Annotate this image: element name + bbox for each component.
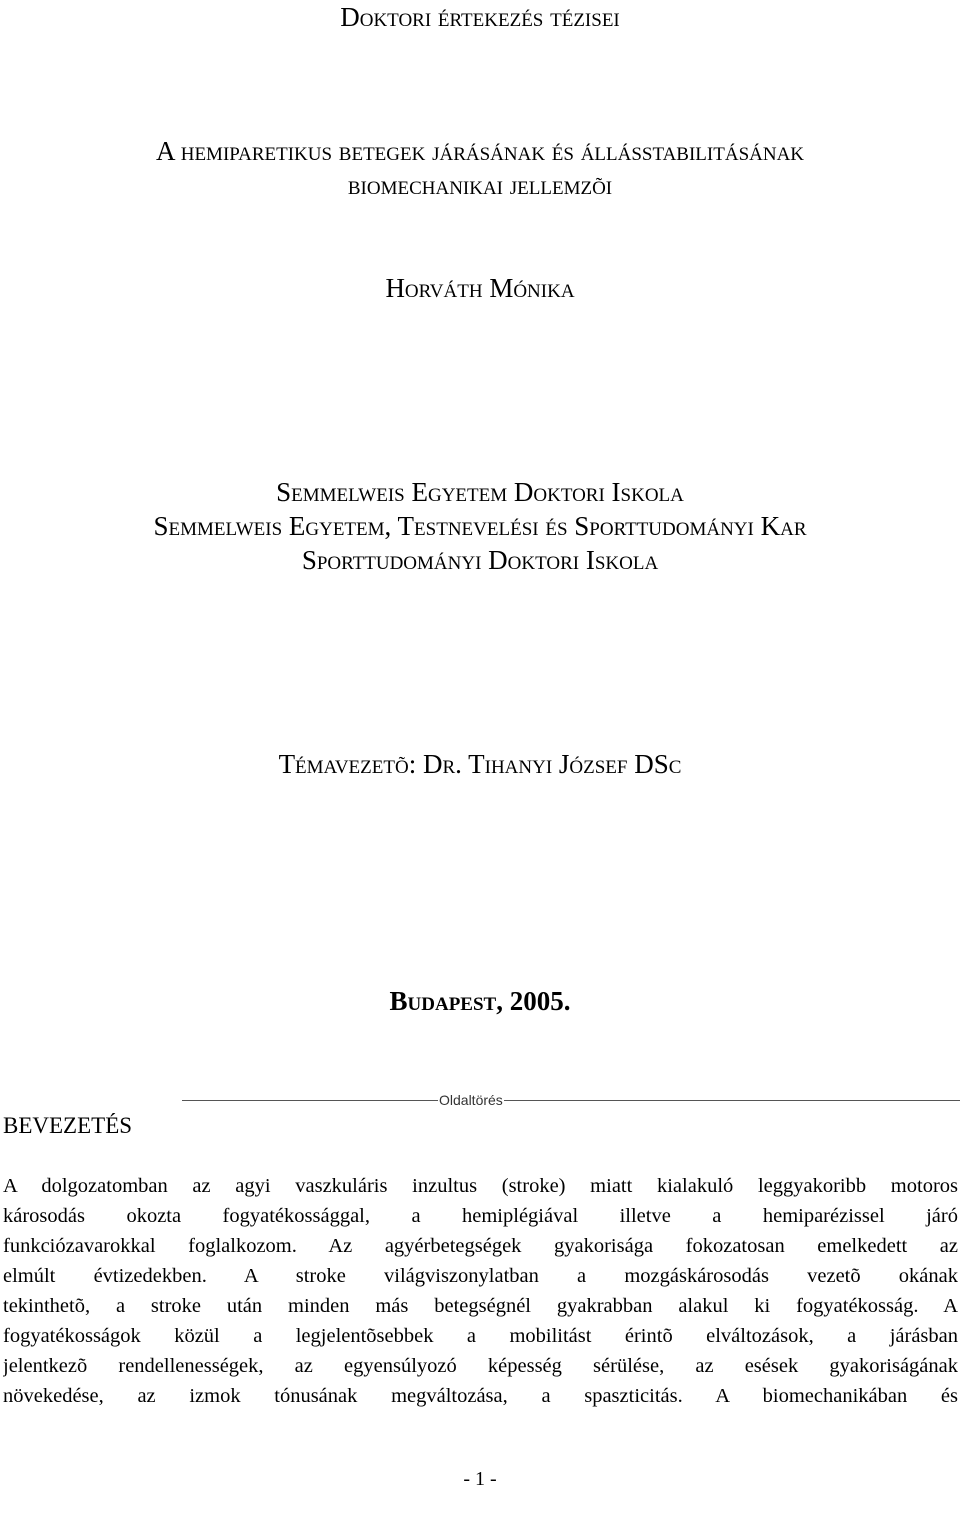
page-number: - 1 - [463, 1468, 497, 1490]
institution-line-3: Sporttudományi Doktori Iskola [301, 545, 659, 575]
paragraph-line: funkciózavarokkal foglalkozom. Az agyérbetegségek gyakorisága fokozatosan emelkedett az [3, 1235, 958, 1257]
section-heading: BEVEZETÉS [3, 1113, 133, 1138]
page-break-rule [182, 1100, 960, 1101]
paragraph-line: tekinthetõ, a stroke után minden más betegségnél gyakrabban alakul ki fogyatékosság. A [3, 1295, 958, 1317]
paragraph-line: elmúlt évtizedekben. A stroke világviszonylatban a mozgáskárosodás vezetõ okának [3, 1265, 958, 1287]
supervisor: Témavezetõ: Dr. Tihanyi József DSc [278, 749, 682, 779]
thesis-title-line-2: biomechanikai jellemzõi [347, 170, 613, 200]
paragraph-line: károsodás okozta fogyatékossággal, a hemiplégiával illetve a hemiparézissel járó [3, 1205, 958, 1227]
institution-line-1: Semmelweis Egyetem Doktori Iskola [276, 477, 684, 507]
thesis-title-line-1: A hemiparetikus betegek járásának és állásstabilitásának [155, 136, 805, 166]
paragraph-line: fogyatékosságok közül a legjelentõsebbek a mobilitást érintõ elváltozások, a járásban [3, 1325, 958, 1347]
paragraph-line: növekedése, az izmok tónusának megváltozása, a spaszticitás. A biomechanikában és [3, 1385, 958, 1407]
author-name: Horváth Mónika [385, 273, 575, 303]
page-break-label: Oldaltörés [439, 1092, 503, 1108]
intro-paragraph [3, 1171, 958, 1411]
paragraph-line: A dolgozatomban az agyi vaszkuláris inzultus (stroke) miatt kialakuló leggyakoribb motoros [3, 1175, 958, 1197]
institution-line-2: Semmelweis Egyetem, Testnevelési és Sporttudományi Kar [153, 511, 807, 541]
paragraph-line: jelentkezõ rendellenességek, az egyensúlyozó képesség sérülése, az esések gyakoriságának [3, 1355, 958, 1377]
page-break-marker [182, 1090, 960, 1112]
doc-title: Doktori értekezés tézisei [340, 2, 620, 32]
place-date: Budapest, 2005. [389, 986, 571, 1016]
